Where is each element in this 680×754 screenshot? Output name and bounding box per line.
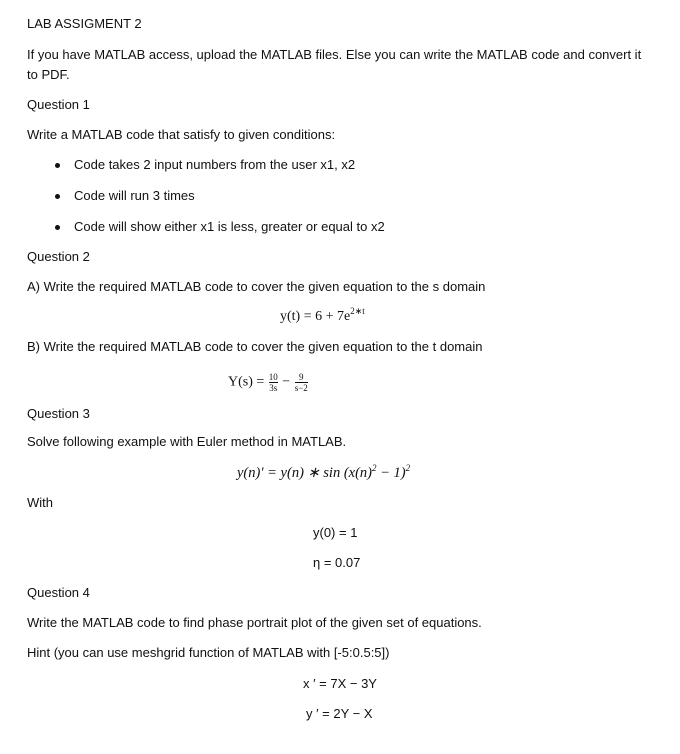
q3-eq-square-1: 2 xyxy=(372,463,377,473)
q2-b-text: B) Write the required MATLAB code to cover the given equation to the t domain xyxy=(27,339,483,354)
q3-eq-tail: − 1) xyxy=(376,465,406,481)
q3-condition-2: η = 0.07 xyxy=(313,555,361,570)
q1-prompt: Write a MATLAB code that satisfy to given conditions: xyxy=(27,127,336,142)
fraction-1 xyxy=(269,372,278,393)
intro-line-1: If you have MATLAB access, upload the MATLAB files. Else you can write the MATLAB code and convert it xyxy=(27,47,642,62)
fraction-2 xyxy=(295,372,308,393)
q4-hint: Hint (you can use meshgrid function of MATLAB with [-5:0.5:5]) xyxy=(27,645,390,660)
page-title: LAB ASSIGMENT 2 xyxy=(27,16,142,31)
q1-bullet-2: Code will run 3 times xyxy=(74,188,195,203)
intro-line-2: to PDF. xyxy=(27,67,70,82)
bullet-icon xyxy=(55,225,60,230)
q1-heading: Question 1 xyxy=(27,97,90,112)
q3-prompt: Solve following example with Euler method in MATLAB. xyxy=(27,434,347,449)
q4-prompt: Write the MATLAB code to find phase portrait plot of the given set of equations. xyxy=(27,615,482,630)
q3-equation xyxy=(237,465,410,481)
bullet-icon xyxy=(55,163,60,168)
q2-b-equation xyxy=(228,372,309,393)
q1-bullet-1: Code takes 2 input numbers from the user x1, x2 xyxy=(74,157,356,172)
q2-a-text: A) Write the required MATLAB code to cover the given equation to the s domain xyxy=(27,279,486,294)
q2-a-eq-lhs: y(t) = 6 + 7e xyxy=(280,309,351,324)
fraction-2-denominator: s−2 xyxy=(294,383,308,393)
fraction-1-numerator: 10 xyxy=(268,372,278,382)
bullet-icon xyxy=(55,194,60,199)
q3-condition-1: y(0) = 1 xyxy=(313,525,358,540)
q4-heading: Question 4 xyxy=(27,585,90,600)
q2-b-eq-lhs: Y(s) = xyxy=(228,374,265,390)
q2-heading: Question 2 xyxy=(27,249,90,264)
q4-equation-2: y ′ = 2Y − X xyxy=(306,706,373,721)
q1-bullet-3: Code will show either x1 is less, greater or equal to x2 xyxy=(74,219,385,234)
minus-sign: − xyxy=(282,374,291,390)
q3-with-label: With xyxy=(27,495,53,510)
q2-a-equation xyxy=(280,306,365,325)
q3-eq-square-2: 2 xyxy=(405,463,411,473)
fraction-2-numerator: 9 xyxy=(298,372,304,382)
q3-eq-main: y(n)′ = y(n) ∗ sin (x(n) xyxy=(237,465,373,481)
fraction-1-denominator: 3s xyxy=(269,383,278,393)
q4-equation-1: x ′ = 7X − 3Y xyxy=(303,676,377,691)
q2-a-eq-exponent: 2∗t xyxy=(350,306,365,316)
q3-heading: Question 3 xyxy=(27,406,90,421)
